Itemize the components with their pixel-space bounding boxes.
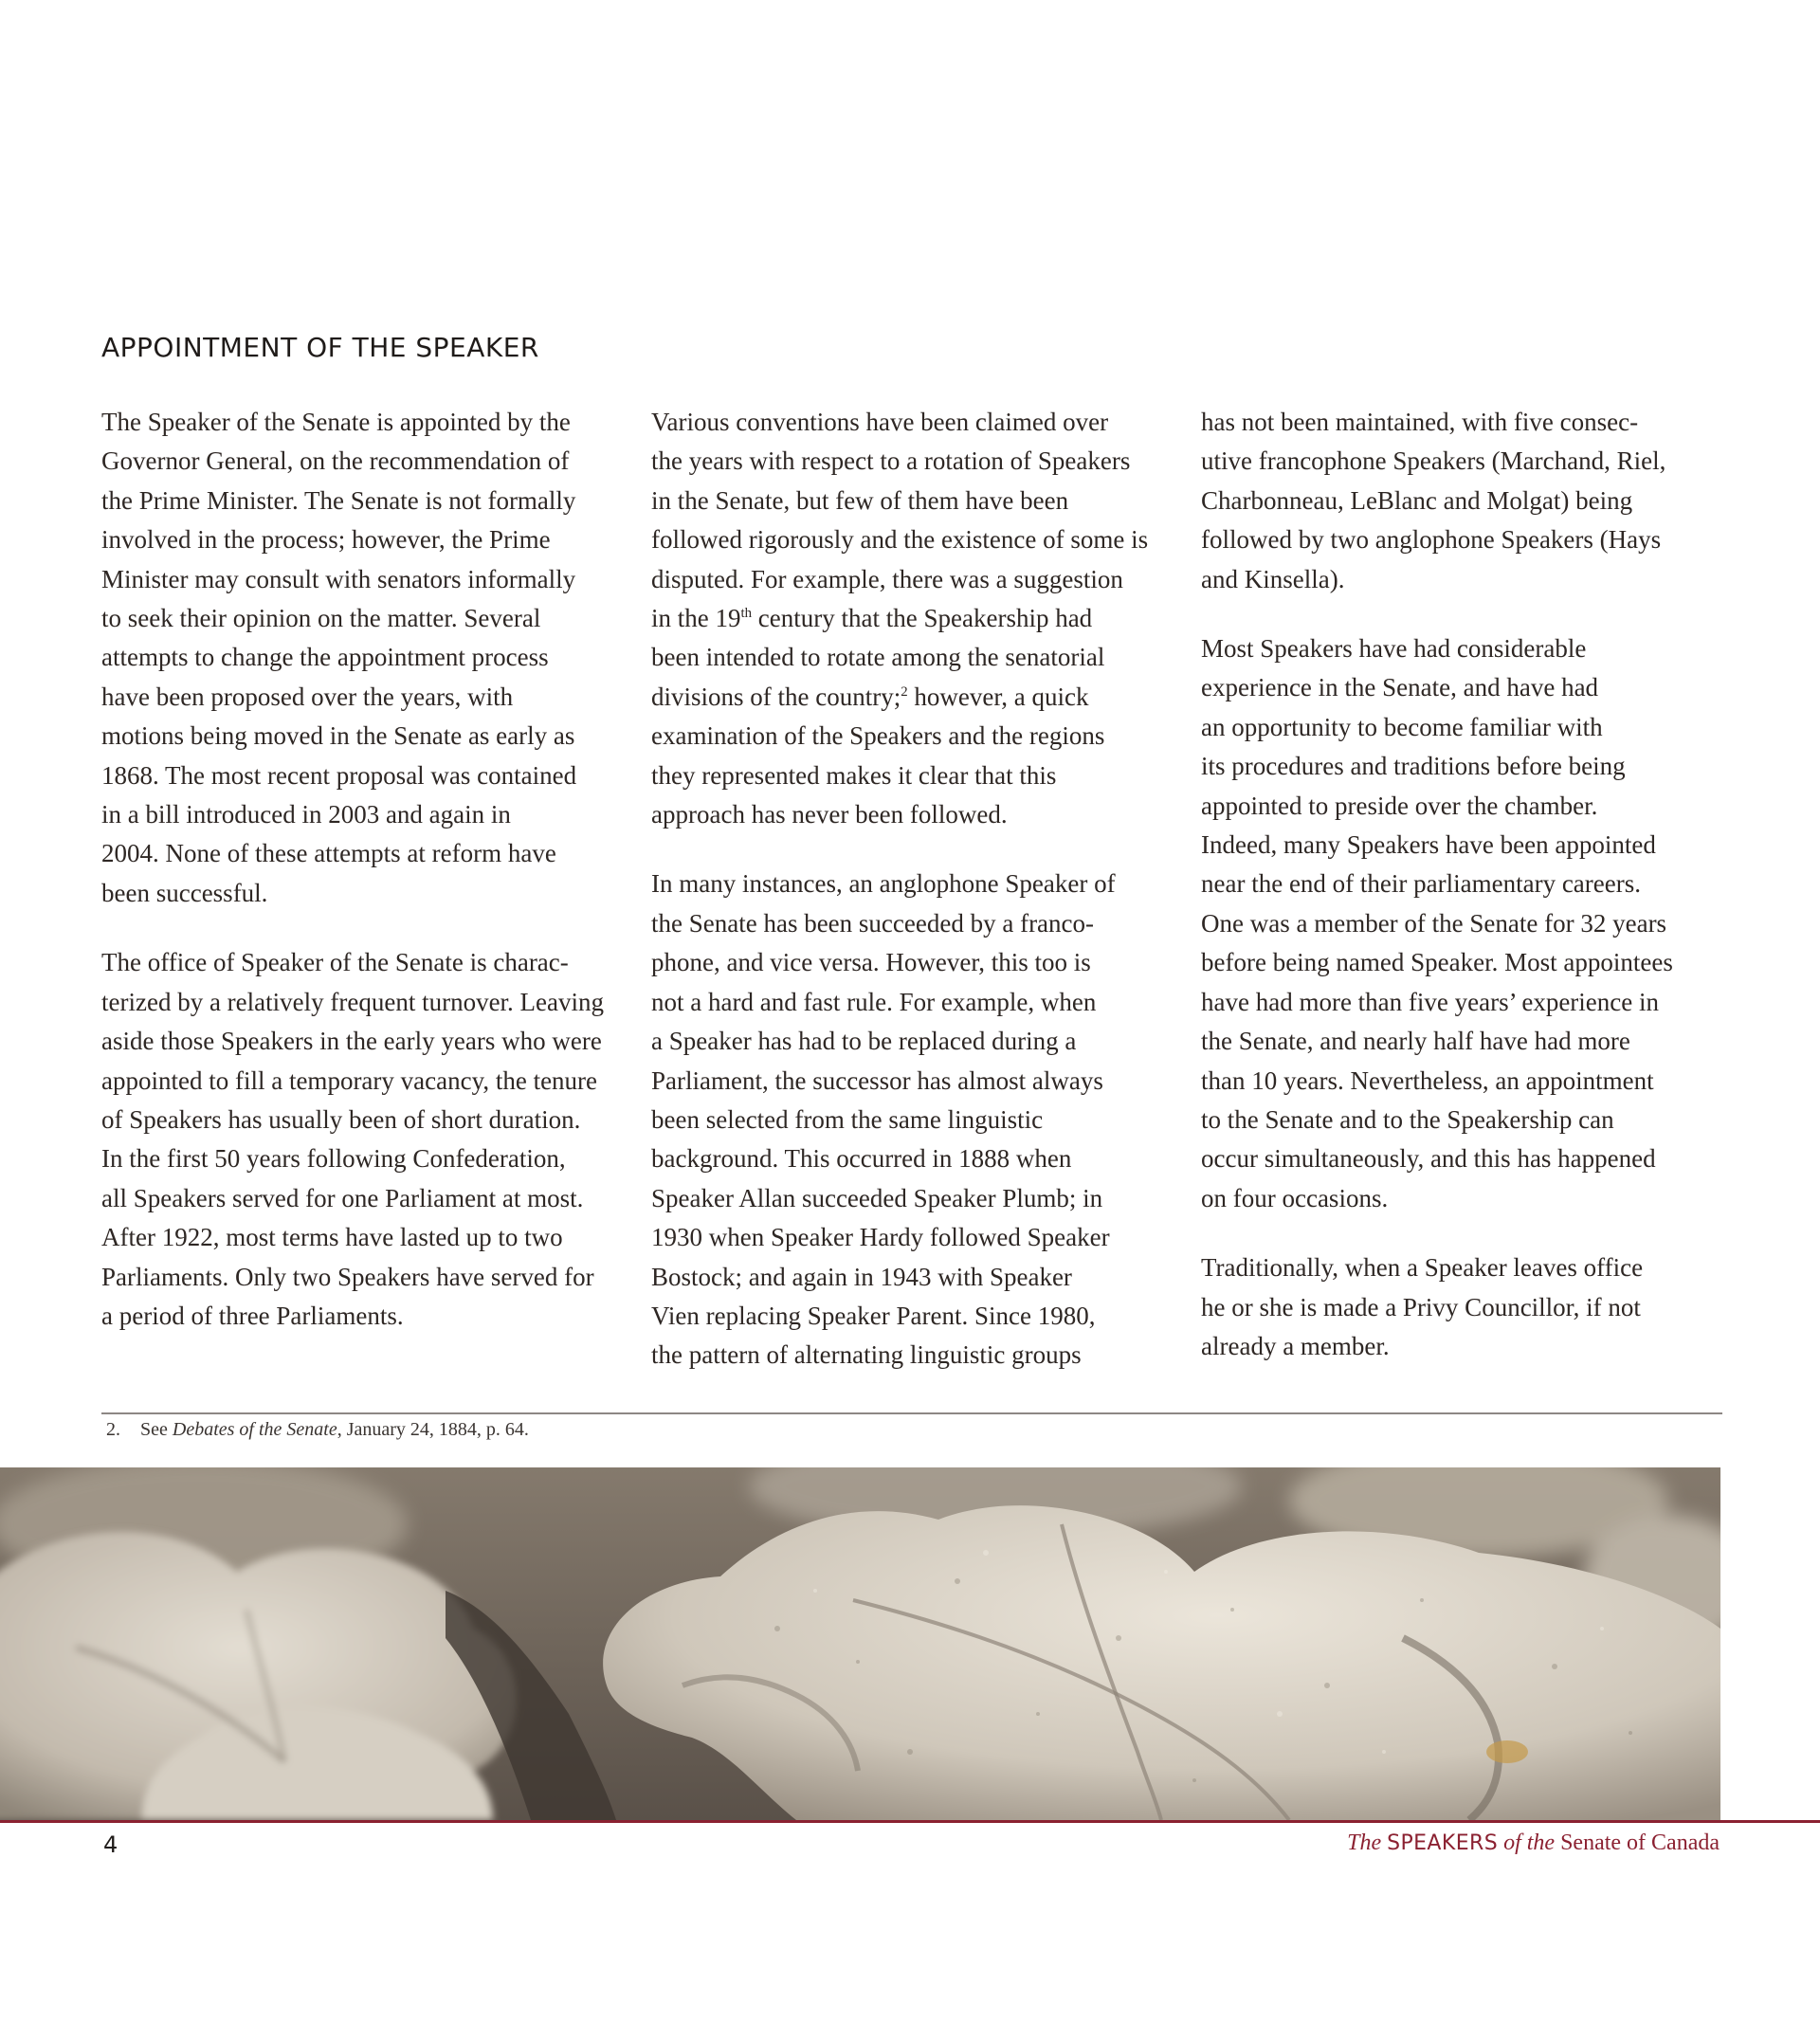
text-line: have been proposed over the years, with	[101, 682, 514, 711]
text-line: the Prime Minister. The Senate is not formally	[101, 485, 576, 515]
text-line: the Senate, and nearly half have had more	[1201, 1027, 1630, 1056]
text-line: near the end of their parliamentary careers.	[1201, 869, 1641, 899]
superscript: 2	[901, 683, 908, 700]
text-line: Vien replacing Speaker Parent. Since 1980,	[651, 1301, 1096, 1330]
paragraph	[1201, 403, 1730, 599]
footer-divider	[0, 1820, 1820, 1823]
text-line: experience in the Senate, and have had	[1201, 673, 1599, 702]
paragraph	[651, 865, 1180, 1375]
text-line: Bostock; and again in 1943 with Speaker	[651, 1262, 1072, 1291]
text-line: After 1922, most terms have lasted up to two	[101, 1223, 563, 1252]
text-line: of Speakers has usually been of short duration.	[101, 1104, 581, 1134]
paragraph	[101, 403, 630, 913]
text-line: Various conventions have been claimed over	[651, 408, 1109, 436]
text-line: to seek their opinion on the matter. Several	[101, 604, 541, 633]
text-line: Speaker Allan succeeded Speaker Plumb; in	[651, 1183, 1103, 1212]
text-line: In many instances, an anglophone Speaker of	[651, 869, 1116, 899]
text-line: utive francophone Speakers (Marchand, Riel,	[1201, 446, 1666, 476]
text-line: to the Senate and to the Speakership can	[1201, 1104, 1614, 1134]
text-line: background. This occurred in 1888 when	[651, 1144, 1072, 1174]
text-line: and Kinsella).	[1201, 564, 1345, 593]
text-line	[651, 599, 1180, 638]
text-line: The Speaker of the Senate is appointed by the	[101, 408, 571, 436]
paragraph	[651, 403, 1180, 834]
text-line: all Speakers served for one Parliament at most.	[101, 1183, 584, 1212]
text-line: than 10 years. Nevertheless, an appointment	[1201, 1066, 1654, 1095]
text-line: motions being moved in the Senate as early as	[101, 721, 575, 751]
text-segment: century that the Speakership had	[752, 604, 1093, 633]
text-line: involved in the process; however, the Prime	[101, 525, 551, 555]
text-line: One was a member of the Senate for 32 years	[1201, 908, 1667, 938]
footer-title-of-the: of the	[1503, 1831, 1556, 1855]
superscript: th	[740, 606, 753, 622]
text-line: 2004. None of these attempts at reform have	[101, 839, 556, 868]
text-line: occur simultaneously, and this has happened	[1201, 1144, 1656, 1174]
text-column-1	[101, 403, 630, 1366]
text-line: appointed to preside over the chamber.	[1201, 791, 1598, 820]
page-number: 4	[103, 1831, 118, 1858]
footnote-title: Debates of the Senate	[172, 1419, 337, 1440]
text-line: in a bill introduced in 2003 and again in	[101, 800, 511, 829]
text-line: the pattern of alternating linguistic groups	[651, 1340, 1082, 1370]
text-line: before being named Speaker. Most appointees	[1201, 948, 1673, 977]
paragraph	[1201, 629, 1730, 1218]
footnote-suffix: , January 24, 1884, p. 64.	[337, 1419, 529, 1440]
paragraph	[1201, 1248, 1730, 1366]
text-line: 1868. The most recent proposal was contained	[101, 760, 577, 790]
text-line: Parliaments. Only two Speakers have served for	[101, 1262, 594, 1291]
text-line: the Senate has been succeeded by a franco-	[651, 908, 1095, 938]
text-line: in the Senate, but few of them have been	[651, 485, 1069, 515]
text-line: examination of the Speakers and the regions	[651, 721, 1105, 751]
text-line: a period of three Parliaments.	[101, 1301, 404, 1330]
text-line: an opportunity to become familiar with	[1201, 712, 1603, 741]
text-line: has not been maintained, with five consec-	[1201, 408, 1639, 436]
text-line: they represented makes it clear that this	[651, 760, 1057, 790]
text-line: followed rigorously and the existence of some is	[651, 525, 1149, 555]
text-line: already a member.	[1201, 1331, 1390, 1360]
text-line: been intended to rotate among the senatorial	[651, 643, 1105, 672]
text-segment: in the 19	[651, 604, 741, 633]
text-line: Minister may consult with senators informally	[101, 564, 576, 593]
text-line: phone, and vice versa. However, this too is	[651, 948, 1091, 977]
footnote	[106, 1419, 529, 1441]
text-line: Traditionally, when a Speaker leaves office	[1201, 1253, 1644, 1283]
text-line: Governor General, on the recommendation of	[101, 446, 570, 476]
text-line: its procedures and traditions before being	[1201, 752, 1626, 781]
running-footer-title	[1265, 1831, 1720, 1856]
text-line: Charbonneau, LeBlanc and Molgat) being	[1201, 485, 1633, 515]
text-line: attempts to change the appointment process	[101, 643, 549, 672]
text-line	[651, 678, 1180, 717]
text-line: aside those Speakers in the early years who were	[101, 1027, 602, 1056]
footer-title-speakers: SPEAKERS	[1387, 1831, 1499, 1855]
text-line: the years with respect to a rotation of Speakers	[651, 446, 1131, 476]
footer-title-the: The	[1347, 1831, 1382, 1855]
text-line: have had more than five years’ experience in	[1201, 987, 1660, 1016]
text-segment: however, a quick	[907, 682, 1089, 711]
section-heading: APPOINTMENT OF THE SPEAKER	[101, 332, 539, 363]
footer-title-end: Senate of Canada	[1560, 1831, 1720, 1855]
text-line: Parliament, the successor has almost always	[651, 1066, 1103, 1095]
footnote-number: 2.	[106, 1419, 120, 1440]
text-line: on four occasions.	[1201, 1183, 1389, 1212]
text-line: In the first 50 years following Confederation,	[101, 1144, 566, 1174]
footnote-prefix: See	[140, 1419, 173, 1440]
text-line: Most Speakers have had considerable	[1201, 634, 1587, 664]
text-line: been successful.	[101, 878, 268, 907]
footnote-divider	[101, 1412, 1722, 1414]
text-line: Indeed, many Speakers have been appointed	[1201, 830, 1656, 860]
text-column-2	[651, 403, 1180, 1406]
text-line: not a hard and fast rule. For example, when	[651, 987, 1097, 1016]
text-line: approach has never been followed.	[651, 800, 1008, 829]
text-line: appointed to fill a temporary vacancy, the tenure	[101, 1066, 598, 1095]
text-column-3	[1201, 403, 1730, 1396]
text-line: followed by two anglophone Speakers (Hays	[1201, 525, 1662, 555]
text-line: terized by a relatively frequent turnover. Leaving	[101, 987, 605, 1016]
text-line: disputed. For example, there was a suggestion	[651, 564, 1123, 593]
text-line: 1930 when Speaker Hardy followed Speaker	[651, 1223, 1110, 1252]
stone-carving-illustration	[0, 1467, 1720, 1820]
text-line: The office of Speaker of the Senate is charac-	[101, 948, 569, 977]
text-line: been selected from the same linguistic	[651, 1104, 1044, 1134]
text-segment: divisions of the country;	[651, 682, 901, 711]
paragraph	[101, 943, 630, 1336]
stone-carving-photo	[0, 1467, 1720, 1820]
text-line: a Speaker has had to be replaced during a	[651, 1027, 1077, 1056]
text-line: he or she is made a Privy Councillor, if not	[1201, 1292, 1641, 1321]
